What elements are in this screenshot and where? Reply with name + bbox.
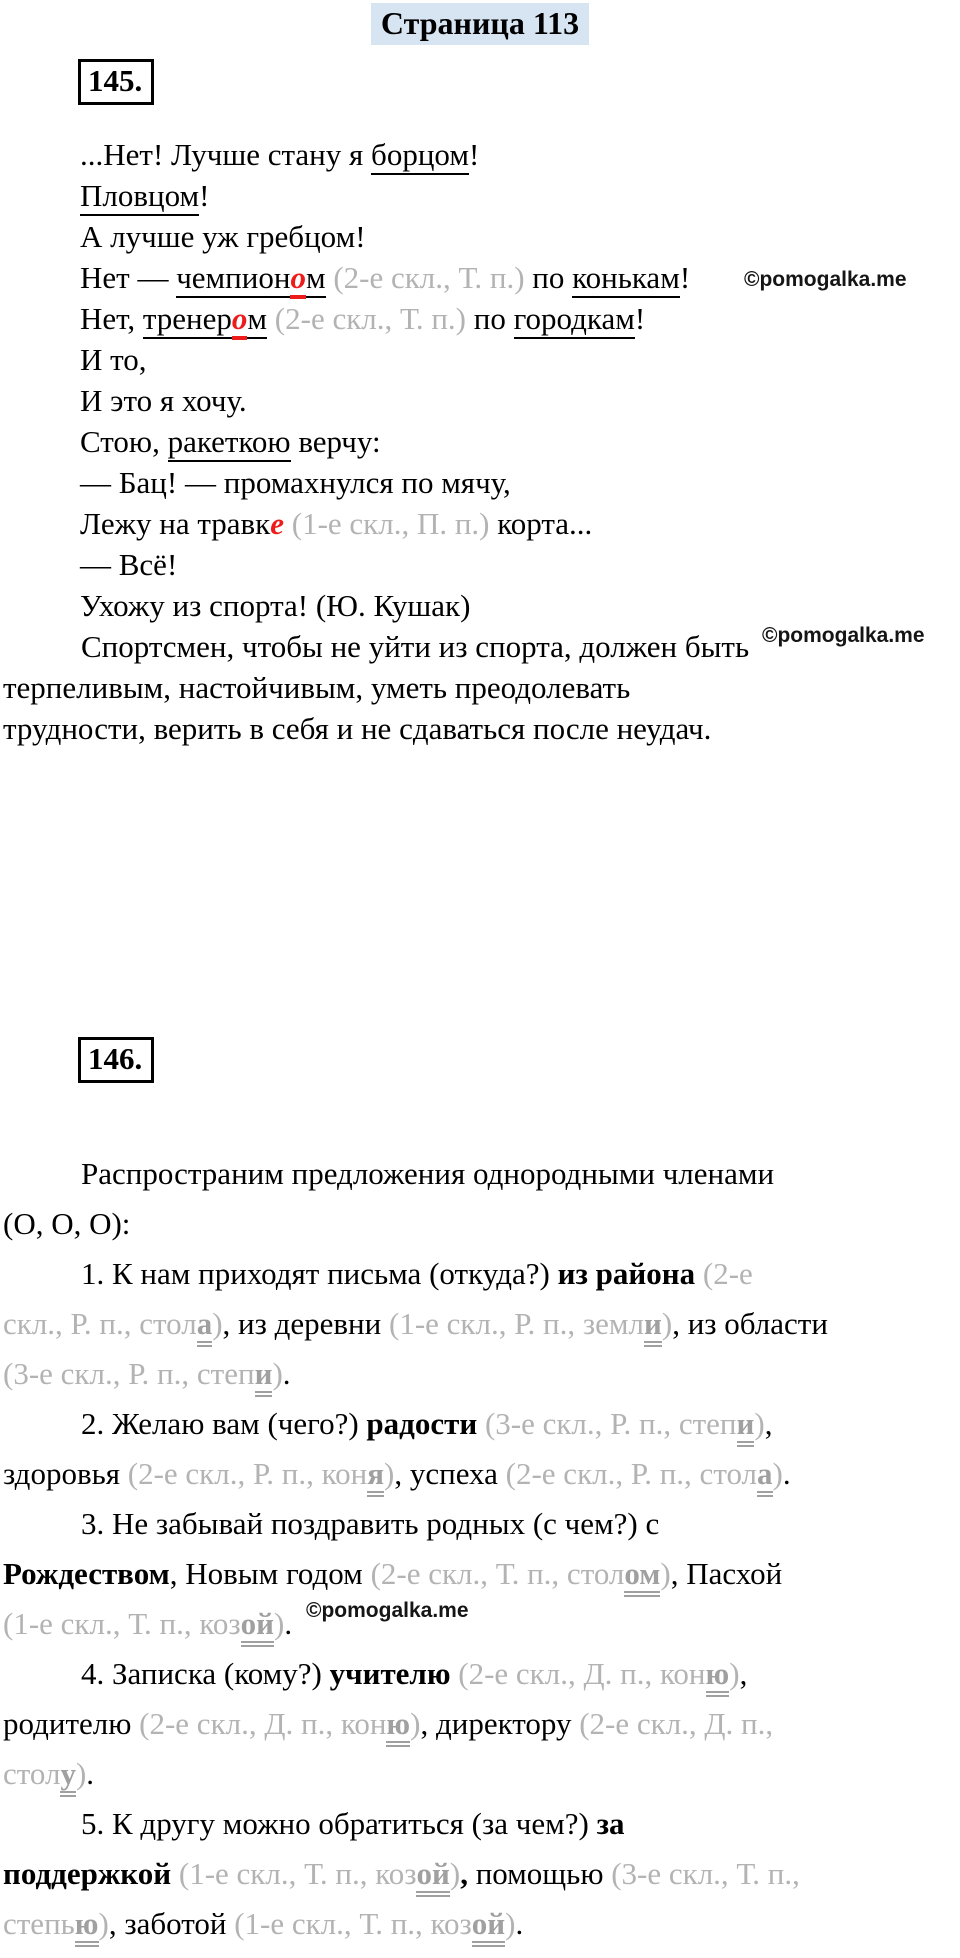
poem-line: — Всё! <box>80 547 178 582</box>
list-item <box>3 1399 958 1499</box>
poem-line: А лучше уж гребцом! <box>80 219 366 254</box>
poem-line: Ухожу из спорта! (Ю. Кушак) <box>80 588 471 623</box>
text-line: Рождеством, Новым годом (2-е скл., Т. п., столом), Пасхой <box>3 1549 958 1599</box>
page-header <box>0 0 960 44</box>
text-line: (3-е скл., Р. п., степи). <box>3 1349 958 1399</box>
text-line: (1-е скл., Т. п., козой). <box>3 1599 958 1649</box>
text-line: Спортсмен, чтобы не уйти из спорта, должен быть <box>81 629 750 664</box>
page-title: Страница 113 <box>371 3 589 45</box>
text-line: степью), заботой (1-е скл., Т. п., козой). <box>3 1899 958 1949</box>
text-line: 1. К нам приходят письма (откуда?) из района (2-е <box>81 1256 753 1291</box>
text-line: 4. Записка (кому?) учителю (2-е скл., Д. п., коню), <box>3 1649 958 1699</box>
watermark: ©pomogalka.me <box>306 1599 469 1622</box>
text-line: столу). <box>3 1749 958 1799</box>
poem-line: Стою, ракеткою верчу: <box>80 421 960 462</box>
watermark: ©pomogalka.me <box>744 268 907 291</box>
text-line: (О, О, О): <box>3 1206 131 1241</box>
list-item <box>3 1249 958 1399</box>
items-146 <box>3 1249 958 1949</box>
text-line: трудности, верить в себя и не сдаваться после неудач. <box>3 711 712 746</box>
text-line: здоровья (2-е скл., Р. п., коня), успеха (2-е скл., Р. п., стола). <box>3 1449 958 1499</box>
poem-line: И это я хочу. <box>80 383 247 418</box>
text-line: 2. Желаю вам (чего?) радости (3-е скл., Р. п., степи), <box>3 1399 958 1449</box>
poem-line: ...Нет! Лучше стану я борцом! <box>80 134 960 175</box>
text-line: Распространим предложения однородными членами <box>81 1156 775 1191</box>
text-line: 5. К другу можно обратиться (за чем?) за <box>81 1806 625 1841</box>
exercise-145-number: 145. <box>78 59 154 105</box>
list-item <box>3 1499 958 1649</box>
watermark: ©pomogalka.me <box>762 624 925 647</box>
text-line: родителю (2-е скл., Д. п., коню), директору (2-е скл., Д. п., <box>3 1699 958 1749</box>
text-line: терпеливым, настойчивым, уметь преодолевать <box>3 670 631 705</box>
intro-146 <box>3 1149 958 1249</box>
poem-145 <box>80 134 960 626</box>
poem-line: Нет — чемпионом (2-е скл., Т. п.) по конькам! <box>80 257 960 298</box>
poem-line: И то, <box>80 342 147 377</box>
exercise-146-number: 146. <box>78 1037 154 1083</box>
list-item <box>3 1799 958 1949</box>
poem-line: — Бац! — промахнулся по мячу, <box>80 465 511 500</box>
poem-line: Нет, тренером (2-е скл., Т. п.) по городкам! <box>80 298 960 339</box>
text-line: поддержкой (1-е скл., Т. п., козой), помощью (3-е скл., Т. п., <box>3 1849 958 1899</box>
poem-line: Лежу на травке (1-е скл., П. п.) корта... <box>80 506 593 541</box>
text-line: 3. Не забывай поздравить родных (с чем?) с <box>81 1506 660 1541</box>
text-line: скл., Р. п., стола), из деревни (1-е скл., Р. п., земли), из области <box>3 1299 958 1349</box>
poem-line: Пловцом! <box>80 175 960 216</box>
list-item <box>3 1649 958 1799</box>
